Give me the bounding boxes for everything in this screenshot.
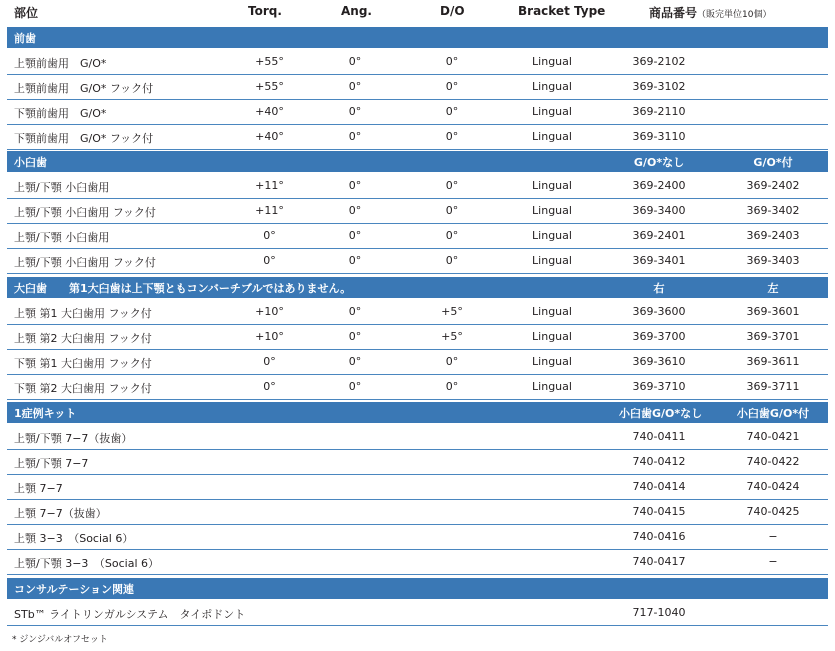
cell-part: 上顎/下顎 3−3 （Social 6） xyxy=(14,557,160,570)
table-row xyxy=(7,499,828,525)
cell-p2: 369-2402 xyxy=(746,179,800,192)
cell-p1: 740-0412 xyxy=(632,455,686,468)
cell-bt: Lingual xyxy=(532,380,572,393)
cell-p1: 740-0411 xyxy=(632,430,686,443)
cell-bt: Lingual xyxy=(532,130,572,143)
cell-p1: 369-3600 xyxy=(632,305,686,318)
cell-part: 上顎前歯用 G/O* フック付 xyxy=(14,82,154,95)
cell-p1: 369-3110 xyxy=(632,130,686,143)
table-row xyxy=(7,524,828,550)
cell-p2: 369-3402 xyxy=(746,204,800,217)
cell-do: 0° xyxy=(445,105,459,118)
header-product-no-label: 商品番号 xyxy=(649,6,698,20)
cell-p1: 740-0415 xyxy=(632,505,686,518)
cell-ang: 0° xyxy=(348,355,362,368)
cell-p2: 369-2403 xyxy=(746,229,800,242)
cell-part: 上顎/下顎 小臼歯用 xyxy=(14,181,110,194)
cell-part: 上顎 第2 大臼歯用 フック付 xyxy=(14,332,152,345)
cell-p1: 369-2400 xyxy=(632,179,686,192)
cell-bt: Lingual xyxy=(532,179,572,192)
cell-bt: Lingual xyxy=(532,229,572,242)
section-title: 前歯 xyxy=(14,32,36,45)
cell-part: 上顎前歯用 G/O* xyxy=(14,57,107,70)
cell-ang: 0° xyxy=(348,305,362,318)
table-row xyxy=(7,299,828,325)
cell-part: 下顎 第2 大臼歯用 フック付 xyxy=(14,382,152,395)
cell-bt: Lingual xyxy=(532,204,572,217)
footnote: * ジンジバルオフセット xyxy=(12,635,108,645)
cell-ang: 0° xyxy=(348,105,362,118)
cell-p1: 740-0416 xyxy=(632,530,686,543)
cell-part: 上顎/下顎 小臼歯用 フック付 xyxy=(14,256,156,269)
cell-do: 0° xyxy=(445,229,459,242)
cell-p2: 369-3403 xyxy=(746,254,800,267)
cell-torq: +55° xyxy=(255,80,284,93)
section-title: 小臼歯 xyxy=(14,156,47,169)
table-row xyxy=(7,549,828,575)
cell-bt: Lingual xyxy=(532,254,572,267)
table-row xyxy=(7,173,828,199)
section-title: コンサルテーション関連 xyxy=(14,583,135,596)
cell-part: 上顎 第1 大臼歯用 フック付 xyxy=(14,307,152,320)
cell-do: 0° xyxy=(445,130,459,143)
cell-p1: 369-3401 xyxy=(632,254,686,267)
cell-ang: 0° xyxy=(348,80,362,93)
cell-p1: 369-3710 xyxy=(632,380,686,393)
section-col1-label: 右 xyxy=(653,282,665,295)
cell-p1: 740-0414 xyxy=(632,480,686,493)
cell-p2: 369-3701 xyxy=(746,330,800,343)
cell-ang: 0° xyxy=(348,130,362,143)
cell-do: 0° xyxy=(445,380,459,393)
cell-p2: 369-3711 xyxy=(746,380,800,393)
cell-torq: +11° xyxy=(255,204,284,217)
cell-ang: 0° xyxy=(348,330,362,343)
cell-torq: +55° xyxy=(255,55,284,68)
table-row xyxy=(7,223,828,249)
section-header xyxy=(7,578,828,599)
table-row xyxy=(7,424,828,450)
cell-p1: 369-2110 xyxy=(632,105,686,118)
cell-p1: 369-3700 xyxy=(632,330,686,343)
cell-torq: 0° xyxy=(263,229,276,242)
cell-p2: 740-0421 xyxy=(746,430,800,443)
header-ang: Ang. xyxy=(341,4,372,18)
table-row xyxy=(7,374,828,400)
cell-do: +5° xyxy=(441,305,463,318)
section-col2-label: 左 xyxy=(767,282,779,295)
table-row xyxy=(7,124,828,150)
cell-do: 0° xyxy=(445,55,459,68)
cell-part: 上顎 7−7 xyxy=(14,482,63,495)
cell-part: 上顎 7−7（抜歯） xyxy=(14,507,107,520)
cell-part: 上顎/下顎 小臼歯用 xyxy=(14,231,110,244)
cell-part: 上顎/下顎 7−7 xyxy=(14,457,89,470)
cell-do: +5° xyxy=(441,330,463,343)
cell-part: 上顎 3−3 （Social 6） xyxy=(14,532,134,545)
cell-p1: 717-1040 xyxy=(632,606,686,619)
header-part: 部位 xyxy=(14,6,39,20)
cell-ang: 0° xyxy=(348,254,362,267)
cell-ang: 0° xyxy=(348,179,362,192)
cell-p2: 740-0422 xyxy=(746,455,800,468)
cell-part: 下顎前歯用 G/O* xyxy=(14,107,107,120)
cell-do: 0° xyxy=(445,179,459,192)
section-col1-label: 小臼歯G/O*なし xyxy=(619,407,703,420)
cell-bt: Lingual xyxy=(532,105,572,118)
cell-ang: 0° xyxy=(348,380,362,393)
cell-p1: 369-2102 xyxy=(632,55,686,68)
table-row xyxy=(7,449,828,475)
cell-p1: 369-3610 xyxy=(632,355,686,368)
cell-p1: 369-3102 xyxy=(632,80,686,93)
cell-do: 0° xyxy=(445,204,459,217)
cell-p2: 740-0424 xyxy=(746,480,800,493)
cell-part: 下顎 第1 大臼歯用 フック付 xyxy=(14,357,152,370)
header-product-no-note: （販完単位10個） xyxy=(697,10,772,20)
section-header xyxy=(7,27,828,48)
section-header xyxy=(7,151,828,172)
cell-torq: +40° xyxy=(255,130,284,143)
section-col2-label: 小臼歯G/O*付 xyxy=(736,407,810,420)
table-header xyxy=(0,0,835,24)
cell-p1: 369-3400 xyxy=(632,204,686,217)
cell-ang: 0° xyxy=(348,55,362,68)
cell-part: STb™ ライトリンガルシステム タイポドント xyxy=(14,608,246,621)
cell-p2: 369-3601 xyxy=(746,305,800,318)
cell-torq: 0° xyxy=(263,355,276,368)
cell-torq: +40° xyxy=(255,105,284,118)
cell-bt: Lingual xyxy=(532,330,572,343)
cell-do: 0° xyxy=(445,355,459,368)
table-row xyxy=(7,600,828,626)
cell-ang: 0° xyxy=(348,229,362,242)
cell-p2: − xyxy=(768,555,778,568)
cell-do: 0° xyxy=(445,80,459,93)
cell-do: 0° xyxy=(445,254,459,267)
cell-torq: 0° xyxy=(263,380,276,393)
cell-p2: − xyxy=(768,530,778,543)
cell-p1: 740-0417 xyxy=(632,555,686,568)
table-row xyxy=(7,349,828,375)
cell-torq: +10° xyxy=(255,330,284,343)
table-row xyxy=(7,74,828,100)
cell-ang: 0° xyxy=(348,204,362,217)
cell-torq: 0° xyxy=(263,254,276,267)
section-col1-label: G/O*なし xyxy=(633,156,685,169)
table-row xyxy=(7,324,828,350)
cell-torq: +11° xyxy=(255,179,284,192)
header-bracket-type: Bracket Type xyxy=(518,4,606,18)
header-do: D/O xyxy=(440,4,465,18)
section-header xyxy=(7,277,828,298)
cell-bt: Lingual xyxy=(532,80,572,93)
cell-p2: 740-0425 xyxy=(746,505,800,518)
cell-part: 下顎前歯用 G/O* フック付 xyxy=(14,132,154,145)
section-title: 大臼歯 第1大臼歯は上下顎ともコンバーチブルではありません。 xyxy=(14,282,352,295)
section-col2-label: G/O*付 xyxy=(753,156,793,169)
section-title: 1症例キット xyxy=(14,407,77,420)
cell-bt: Lingual xyxy=(532,55,572,68)
header-product-no xyxy=(649,4,771,21)
section-header xyxy=(7,402,828,423)
cell-part: 上顎/下顎 小臼歯用 フック付 xyxy=(14,206,156,219)
cell-bt: Lingual xyxy=(532,305,572,318)
table-row xyxy=(7,99,828,125)
cell-part: 上顎/下顎 7−7（抜歯） xyxy=(14,432,133,445)
cell-p2: 369-3611 xyxy=(746,355,800,368)
header-torq: Torq. xyxy=(248,4,282,18)
cell-p1: 369-2401 xyxy=(632,229,686,242)
table-row xyxy=(7,248,828,274)
cell-torq: +10° xyxy=(255,305,284,318)
table-row xyxy=(7,198,828,224)
table-row xyxy=(7,49,828,75)
table-row xyxy=(7,474,828,500)
cell-bt: Lingual xyxy=(532,355,572,368)
